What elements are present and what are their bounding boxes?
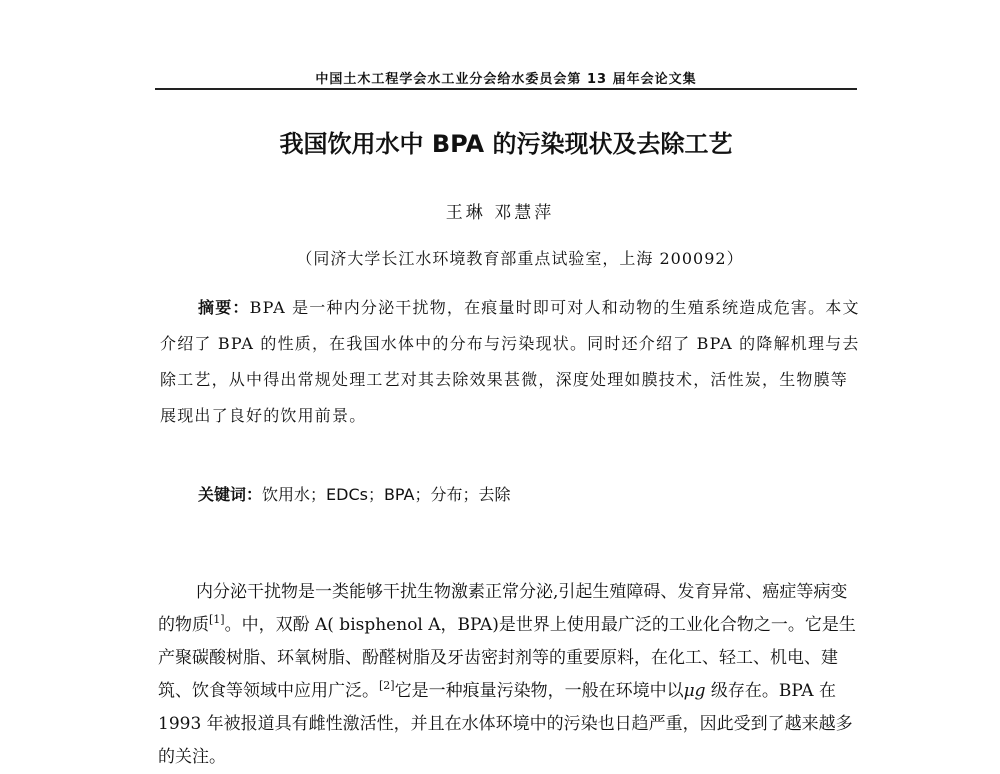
header-divider [155,88,857,90]
body-text [158,576,858,774]
body-text-part: 级存在。BPA 在 1993 年被报道具有雌性激活性，并且在水体环境中的污染也日趋严重，因此受到了越来越多的关注。 [158,681,853,767]
abstract-text: BPA 是一种内分泌干扰物，在痕量时即可对人和动物的生殖系统造成危害。本文介绍了 BPA 的性质，在我国水体中的分布与污染现状。同时还介绍了 BPA 的降解机理与去除工艺，从中得出常规处理工艺对其去除效果甚微，深度处理如膜技术，活性炭，生物膜等展现出了良好的饮用前景。 [160,298,860,425]
paper-title: 我国饮用水中 BPA 的污染现状及去除工艺 [279,130,733,158]
running-header: 中国土木工程学会水工业分会给水委员会第 13 届年会论文集 [315,72,697,87]
abstract-label: 摘要： [198,298,250,317]
unit-mu-g: μg [683,681,706,701]
citation-2: [2] [379,679,395,692]
keywords-label: 关键词： [198,485,263,504]
abstract [160,290,860,434]
paper-affiliation: （同济大学长江水环境教育部重点试验室，上海 200092） [296,249,744,268]
body-paragraph [158,576,858,774]
body-text-part: 内分泌干扰物是一类能够干扰生物激素正常分泌,引起生殖障碍、发育异常、癌症等病变的物质 [158,582,848,635]
keywords [198,482,858,505]
citation-1: [1] [209,613,225,626]
body-text-part: 它是一种痕量污染物，一般在环境中以 [394,681,684,701]
keywords-text: 饮用水；EDCs；BPA；分布；去除 [262,485,511,504]
paper-authors: 王琳 邓慧萍 [445,203,555,223]
body-text-part: 。中，双酚 A( bisphenol A，BPA)是世界上使用最广泛的工业化合物之一。它是生产聚碳酸树脂、环氧树脂、酚醛树脂及牙齿密封剂等的重要原料，在化工、轻工、机电、建筑、饮食等领域中应用广泛。 [158,615,856,701]
